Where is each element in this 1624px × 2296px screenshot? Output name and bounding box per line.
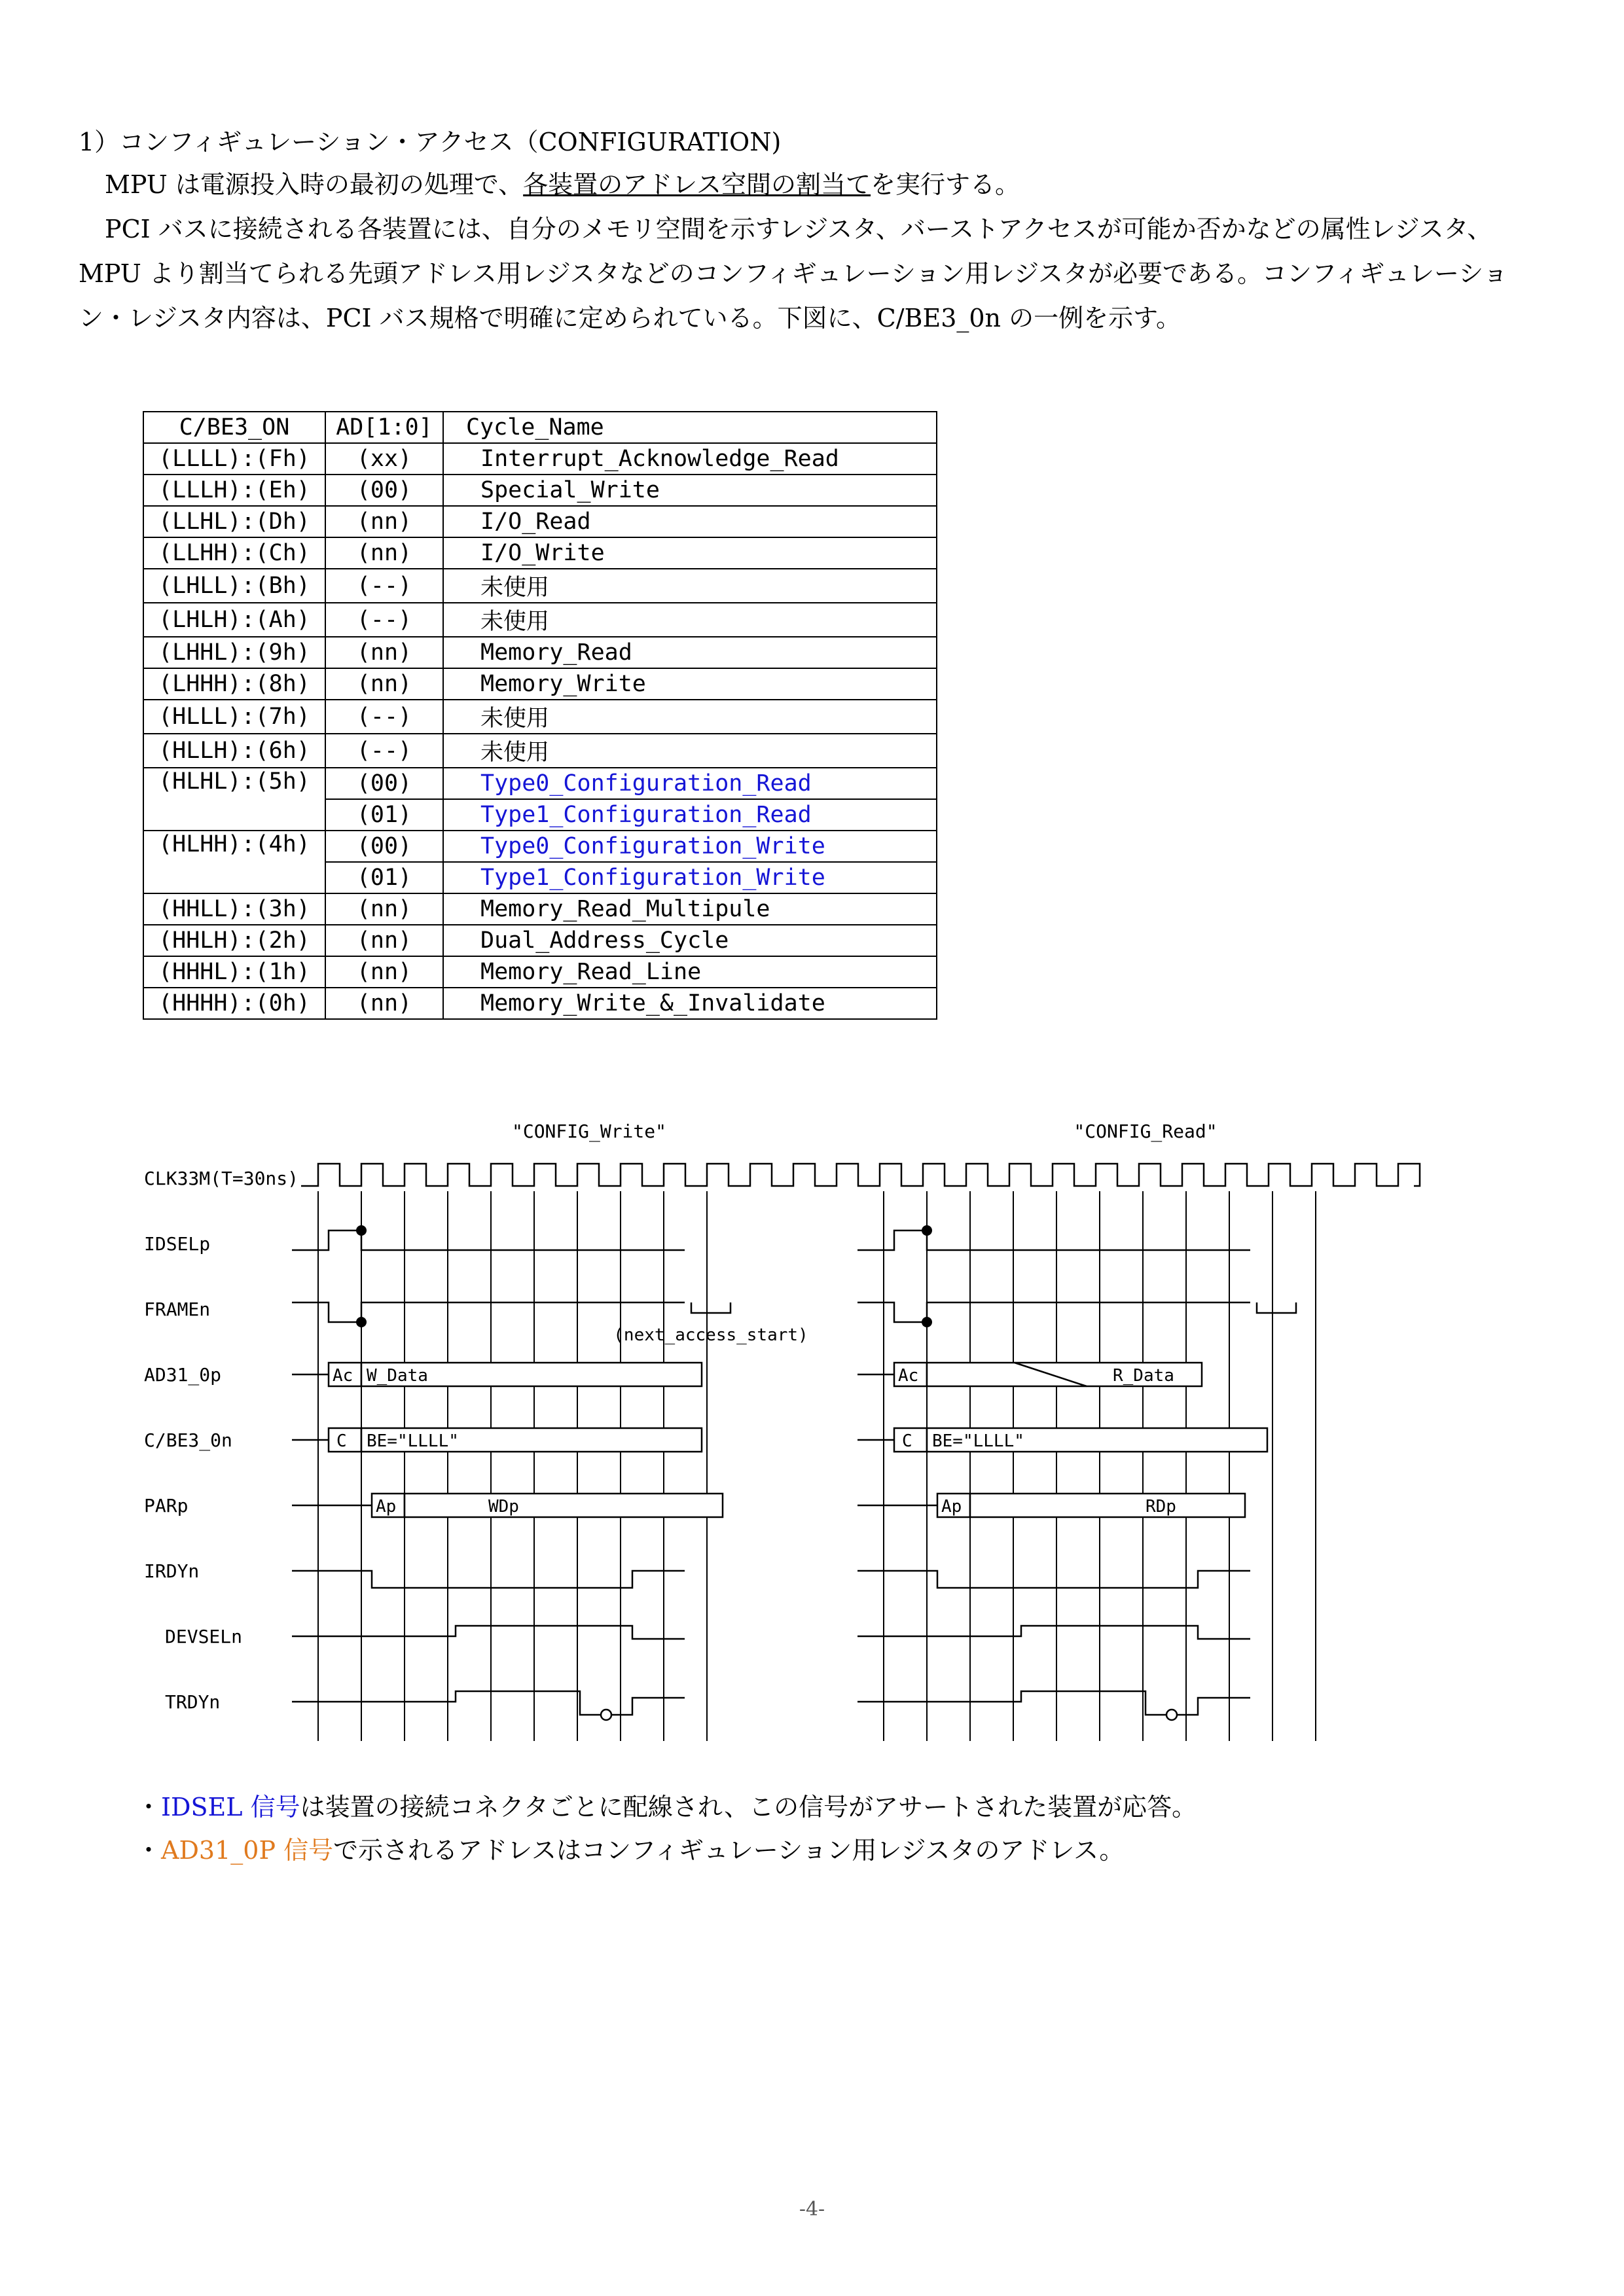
cell-cbe: (LLLH):(Eh) [143, 475, 325, 506]
cell-ad: (00) [325, 768, 443, 799]
cell-ad: (--) [325, 603, 443, 637]
cell-ad: (nn) [325, 956, 443, 988]
frame-waveform [857, 1302, 1250, 1322]
note-bullet: ・ [136, 1793, 162, 1821]
cell-cbe: (HLLH):(6h) [143, 734, 325, 768]
cell-ad: (--) [325, 700, 443, 734]
cell-cbe: (LHHL):(9h) [143, 637, 325, 668]
table-header-row [143, 412, 937, 443]
cell-ad: (01) [325, 862, 443, 893]
par-data-box [405, 1494, 723, 1517]
cell-cbe: (LLLL):(Fh) [143, 443, 325, 475]
signal-label: DEVSELn [165, 1626, 243, 1647]
command-table [143, 411, 937, 1020]
cbe-command-label: C [336, 1431, 347, 1451]
section-heading: 1）コンフィギュレーション・アクセス（CONFIGURATION) [79, 128, 782, 156]
table-row [143, 603, 937, 637]
cell-cbe: (HHLL):(3h) [143, 893, 325, 925]
ad-address-label: Ac [333, 1366, 353, 1386]
note-ad31-signal: AD31_0P 信号 [161, 1836, 334, 1865]
header-ad: AD[1:0] [325, 412, 443, 443]
ad-address-label: Ac [898, 1366, 919, 1386]
cell-cbe: (HLHH):(4h) [143, 831, 325, 893]
ad-data-label: R_Data [1113, 1366, 1174, 1386]
table-row [143, 734, 937, 768]
note-bullet: ・ [136, 1836, 162, 1865]
cell-cycle-name: 未使用 [443, 734, 937, 768]
table-row [143, 768, 937, 799]
cell-cbe: (HHHL):(1h) [143, 956, 325, 988]
cell-cbe: (HLLL):(7h) [143, 700, 325, 734]
note-idsel-signal: IDSEL 信号 [161, 1793, 300, 1821]
description-paragraph: PCI バスに接続される各装置には、自分のメモリ空間を示すレジスタ、バーストアクセスが可能か否かなどの属性レジスタ、MPU より割当てられる先頭アドレス用レジスタなどのコンフィギュレーション用レジスタが必要である。コンフィギュレーション・レジスタ内容は、PCI バス規格で明確に定められている。下図に、C/BE3_0n の一例を示す。 [79, 215, 1508, 332]
frame-waveform [292, 1302, 685, 1322]
junction-dot [922, 1317, 932, 1327]
cell-cycle-name: Type1_Configuration_Write [443, 862, 937, 893]
idsel-waveform [292, 1230, 685, 1250]
devsel-waveform [292, 1626, 685, 1639]
note-idsel [136, 1787, 1197, 1823]
signal-label: IDSELp [144, 1233, 211, 1255]
table-row [143, 700, 937, 734]
signal-label: CLK33M(T=30ns) [144, 1168, 299, 1189]
cbe-be-label: BE="LLLL" [932, 1431, 1024, 1451]
cell-cycle-name: Memory_Read_Multipule [443, 893, 937, 925]
cell-cycle-name: Interrupt_Acknowledge_Read [443, 443, 937, 475]
idsel-waveform [857, 1230, 1250, 1250]
signal-label: IRDYn [144, 1560, 200, 1582]
cell-ad: (01) [325, 799, 443, 831]
junction-dot [922, 1225, 932, 1236]
page-number: -4- [799, 2198, 825, 2221]
next-access-pulse [691, 1302, 731, 1313]
cell-ad: (nn) [325, 988, 443, 1019]
read-section-title: "CONFIG_Read" [1074, 1121, 1218, 1142]
cell-ad: (--) [325, 734, 443, 768]
cell-cycle-name: 未使用 [443, 569, 937, 603]
next-access-pulse [1257, 1302, 1296, 1313]
junction-dot [356, 1317, 367, 1327]
clock-waveform [301, 1164, 1420, 1186]
header-cycle-name: Cycle_Name [443, 412, 937, 443]
cbe-be-label: BE="LLLL" [367, 1431, 459, 1451]
cell-ad: (nn) [325, 925, 443, 956]
cell-ad: (nn) [325, 537, 443, 569]
signal-label: FRAMEn [144, 1299, 211, 1320]
note-idsel-text: は装置の接続コネクタごとに配線され、この信号がアサートされた装置が応答。 [300, 1793, 1197, 1821]
par-data-label: RDp [1146, 1497, 1176, 1516]
cell-cycle-name: Special_Write [443, 475, 937, 506]
cell-cycle-name: Memory_Read_Line [443, 956, 937, 988]
signal-label: C/BE3_0n [144, 1429, 232, 1451]
par-data-box [970, 1494, 1245, 1517]
cell-cbe: (LLHL):(Dh) [143, 506, 325, 537]
note-ad31 [136, 1830, 1124, 1866]
par-address-label: Ap [376, 1497, 397, 1516]
junction-dot [356, 1225, 367, 1236]
cell-ad: (xx) [325, 443, 443, 475]
ad-data-label: W_Data [367, 1366, 428, 1386]
cell-ad: (nn) [325, 506, 443, 537]
table-row [143, 956, 937, 988]
cell-ad: (nn) [325, 668, 443, 700]
devsel-waveform [857, 1626, 1250, 1639]
cell-ad: (nn) [325, 637, 443, 668]
cell-ad: (--) [325, 569, 443, 603]
par-data-label: WDp [488, 1497, 519, 1516]
intro-text-pre: MPU は電源投入時の最初の処理で、 [105, 170, 524, 199]
table-row [143, 988, 937, 1019]
cell-cycle-name: Dual_Address_Cycle [443, 925, 937, 956]
table-row [143, 668, 937, 700]
timing-diagram [131, 1113, 1440, 1741]
table-row [143, 925, 937, 956]
turnaround-circle [601, 1710, 611, 1720]
cell-cbe: (LHHH):(8h) [143, 668, 325, 700]
note-ad31-text: で示されるアドレスはコンフィギュレーション用レジスタのアドレス。 [333, 1836, 1125, 1865]
table-row [143, 831, 937, 862]
cell-cbe: (HHLH):(2h) [143, 925, 325, 956]
table-row [143, 475, 937, 506]
cell-cbe: (LHLL):(Bh) [143, 569, 325, 603]
cell-ad: (00) [325, 475, 443, 506]
cell-ad: (00) [325, 831, 443, 862]
intro-text-post: を実行する。 [871, 170, 1020, 199]
cell-cycle-name: Memory_Read [443, 637, 937, 668]
cell-cbe: (HLHL):(5h) [143, 768, 325, 831]
par-address-label: Ap [941, 1497, 962, 1516]
table-row [143, 569, 937, 603]
cell-cbe: (LLHH):(Ch) [143, 537, 325, 569]
cell-cycle-name: 未使用 [443, 700, 937, 734]
cell-cycle-name: Type0_Configuration_Read [443, 768, 937, 799]
irdy-waveform [292, 1571, 685, 1588]
trdy-waveform [292, 1691, 685, 1715]
cbe-command-label: C [902, 1431, 912, 1451]
cell-cycle-name: Type1_Configuration_Read [443, 799, 937, 831]
cell-cycle-name: I/O_Write [443, 537, 937, 569]
signal-label: TRDYn [165, 1691, 221, 1713]
cell-cycle-name: I/O_Read [443, 506, 937, 537]
write-section-title: "CONFIG_Write" [511, 1121, 667, 1142]
table-row [143, 506, 937, 537]
intro-text-underlined: 各装置のアドレス空間の割当て [523, 170, 871, 199]
table-row [143, 637, 937, 668]
table-row [143, 443, 937, 475]
cell-cycle-name: Memory_Write [443, 668, 937, 700]
cell-cycle-name: Type0_Configuration_Write [443, 831, 937, 862]
next-access-label: (next_access_start) [613, 1325, 808, 1345]
cell-cbe: (HHHH):(0h) [143, 988, 325, 1019]
cell-cbe: (LHLH):(Ah) [143, 603, 325, 637]
cell-cycle-name: Memory_Write_&_Invalidate [443, 988, 937, 1019]
turnaround-circle [1166, 1710, 1177, 1720]
irdy-waveform [857, 1571, 1250, 1588]
table-body [143, 443, 937, 1019]
trdy-waveform [857, 1691, 1250, 1715]
intro-paragraph [79, 162, 1538, 207]
cell-cycle-name: 未使用 [443, 603, 937, 637]
cell-ad: (nn) [325, 893, 443, 925]
signal-label: PARp [144, 1495, 189, 1516]
signal-label: AD31_0p [144, 1364, 222, 1386]
table-row [143, 537, 937, 569]
header-cbe: C/BE3_ON [143, 412, 325, 443]
table-row [143, 893, 937, 925]
